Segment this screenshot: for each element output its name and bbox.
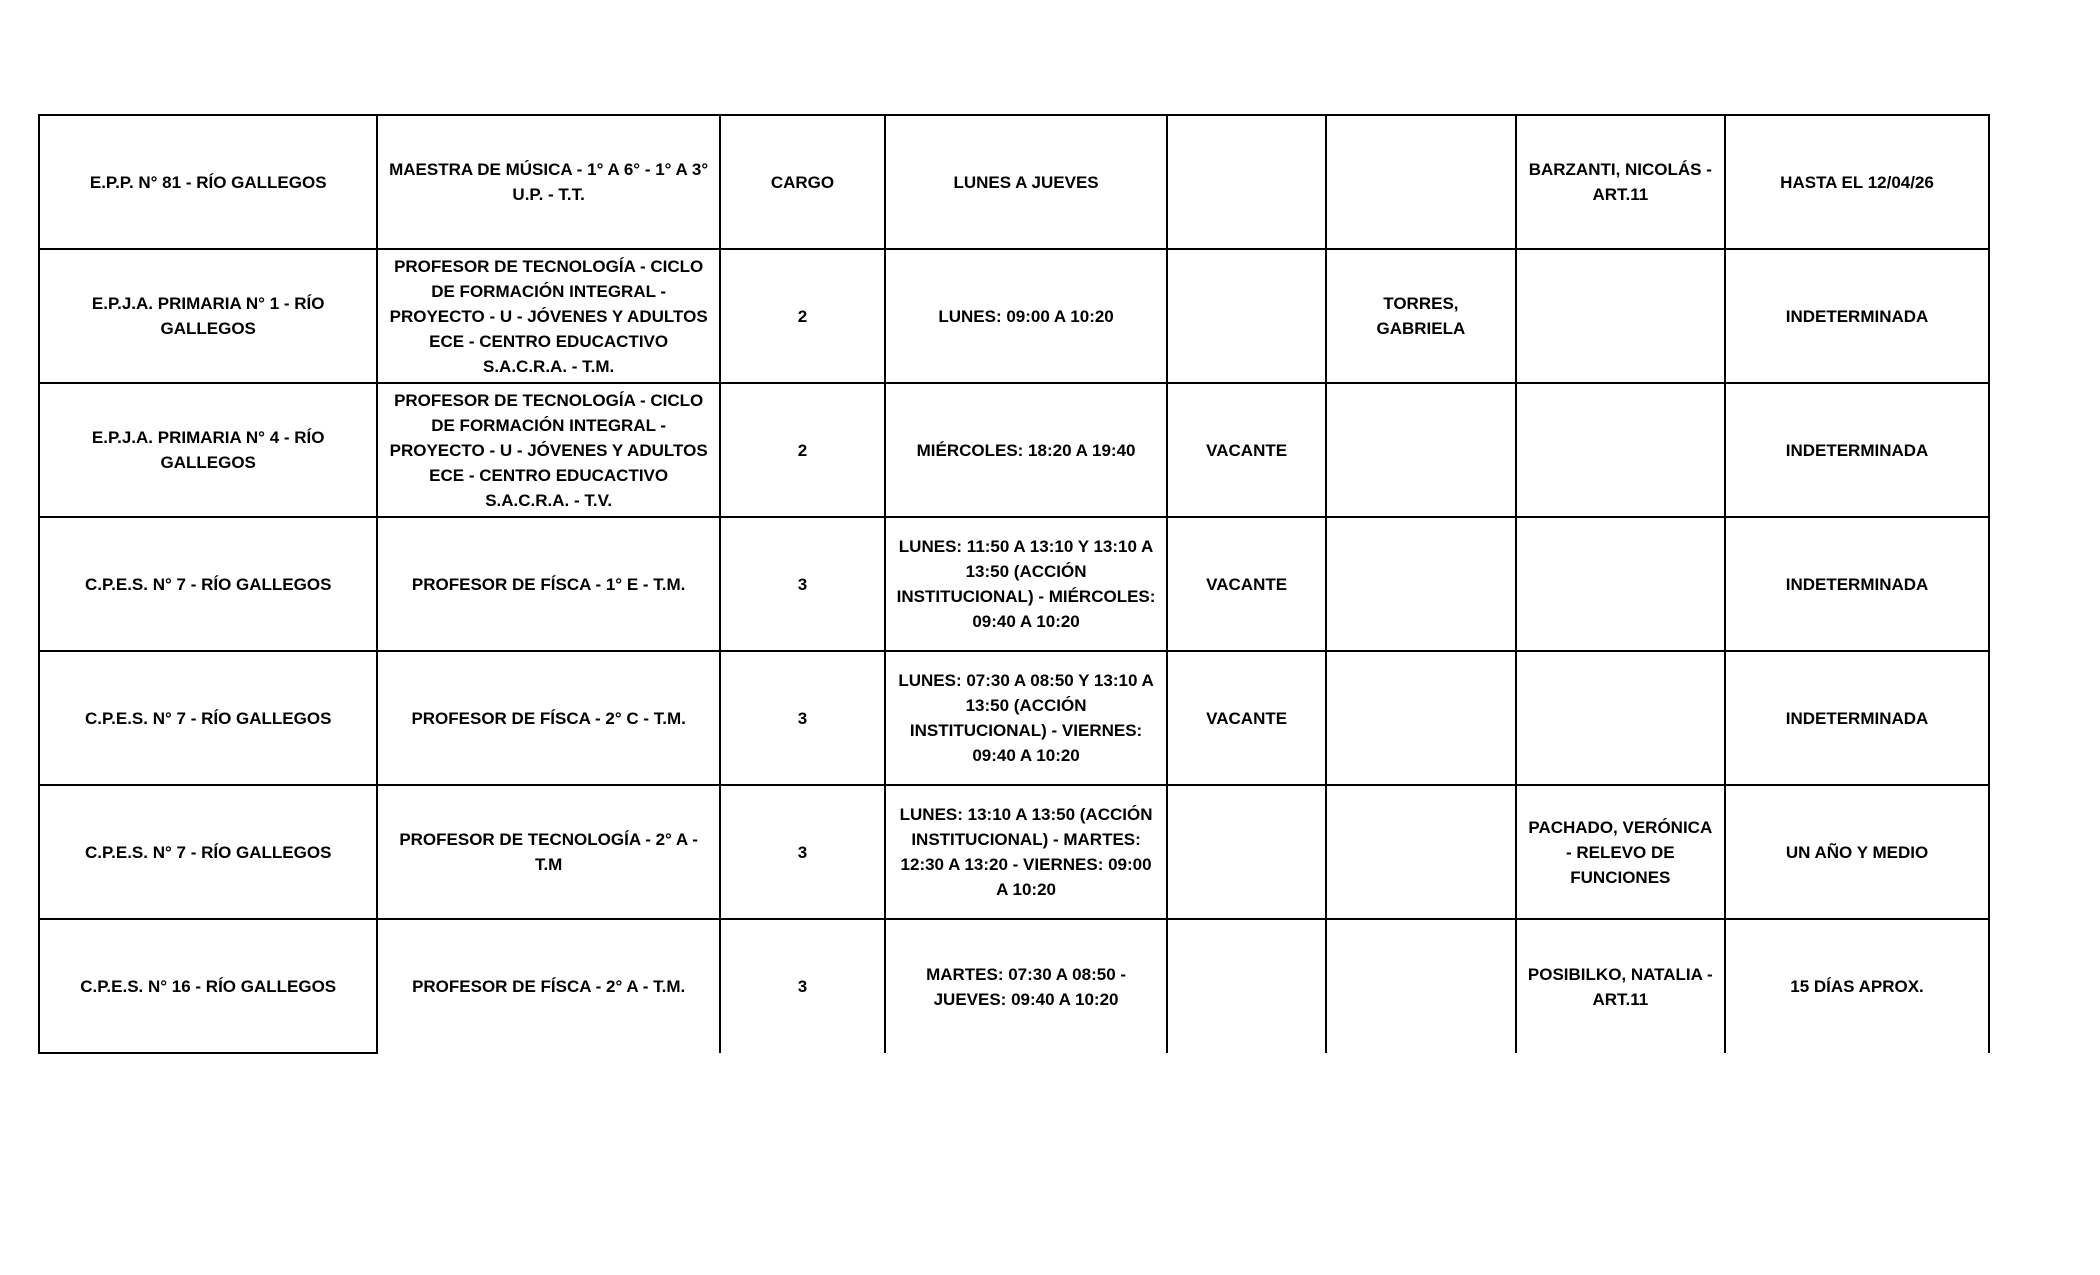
- school-cell: C.P.E.S. N° 7 - RÍO GALLEGOS: [39, 785, 377, 919]
- replacing-cell: BARZANTI, NICOLÁS - ART.11: [1516, 115, 1726, 249]
- hours-cell: CARGO: [720, 115, 885, 249]
- holder-cell: [1326, 517, 1515, 651]
- hours-cell: 3: [720, 651, 885, 785]
- duration-cell: INDETERMINADA: [1725, 517, 1989, 651]
- status-cell: [1167, 249, 1326, 383]
- table-row: [39, 249, 1989, 383]
- table-row: [39, 785, 1989, 919]
- schedule-cell: LUNES: 13:10 A 13:50 (ACCIÓN INSTITUCIONAL) - MARTES: 12:30 A 13:20 - VIERNES: 09:00 A 10:20: [885, 785, 1167, 919]
- position-cell: PROFESOR DE FÍSCA - 1° E - T.M.: [377, 517, 719, 651]
- table-row: [39, 115, 1989, 249]
- table-body: [39, 115, 1989, 1053]
- holder-cell: TORRES, GABRIELA: [1326, 249, 1515, 383]
- duration-cell: HASTA EL 12/04/26: [1725, 115, 1989, 249]
- status-cell: [1167, 115, 1326, 249]
- hours-cell: 3: [720, 517, 885, 651]
- school-cell: E.P.J.A. PRIMARIA N° 1 - RÍO GALLEGOS: [39, 249, 377, 383]
- duration-cell: UN AÑO Y MEDIO: [1725, 785, 1989, 919]
- schedule-cell: LUNES: 09:00 A 10:20: [885, 249, 1167, 383]
- hours-cell: 3: [720, 919, 885, 1053]
- school-cell: C.P.E.S. N° 16 - RÍO GALLEGOS: [39, 919, 377, 1053]
- replacing-cell: [1516, 383, 1726, 517]
- school-cell: E.P.J.A. PRIMARIA N° 4 - RÍO GALLEGOS: [39, 383, 377, 517]
- duration-cell: INDETERMINADA: [1725, 249, 1989, 383]
- hours-cell: 3: [720, 785, 885, 919]
- holder-cell: [1326, 115, 1515, 249]
- schedule-cell: LUNES: 11:50 A 13:10 Y 13:10 A 13:50 (ACCIÓN INSTITUCIONAL) - MIÉRCOLES: 09:40 A 10:20: [885, 517, 1167, 651]
- vacancies-table: [38, 114, 1990, 1054]
- hours-cell: 2: [720, 249, 885, 383]
- school-cell: E.P.P. N° 81 - RÍO GALLEGOS: [39, 115, 377, 249]
- table-row: [39, 651, 1989, 785]
- table-row: [39, 517, 1989, 651]
- table-row: [39, 919, 1989, 1053]
- duration-cell: INDETERMINADA: [1725, 651, 1989, 785]
- hours-cell: 2: [720, 383, 885, 517]
- duration-cell: 15 DÍAS APROX.: [1725, 919, 1989, 1053]
- position-cell: PROFESOR DE TECNOLOGÍA - CICLO DE FORMACIÓN INTEGRAL - PROYECTO - U - JÓVENES Y ADULTOS ECE - CENTRO EDUCACTIVO S.A.C.R.A. - T.M.: [377, 249, 719, 383]
- duration-cell: INDETERMINADA: [1725, 383, 1989, 517]
- replacing-cell: POSIBILKO, NATALIA - ART.11: [1516, 919, 1726, 1053]
- replacing-cell: PACHADO, VERÓNICA - RELEVO DE FUNCIONES: [1516, 785, 1726, 919]
- position-cell: PROFESOR DE FÍSCA - 2° C - T.M.: [377, 651, 719, 785]
- status-cell: VACANTE: [1167, 383, 1326, 517]
- replacing-cell: [1516, 517, 1726, 651]
- status-cell: [1167, 785, 1326, 919]
- school-cell: C.P.E.S. N° 7 - RÍO GALLEGOS: [39, 651, 377, 785]
- position-cell: PROFESOR DE FÍSCA - 2° A - T.M.: [377, 919, 719, 1053]
- status-cell: VACANTE: [1167, 651, 1326, 785]
- schedule-cell: LUNES: 07:30 A 08:50 Y 13:10 A 13:50 (ACCIÓN INSTITUCIONAL) - VIERNES: 09:40 A 10:20: [885, 651, 1167, 785]
- holder-cell: [1326, 785, 1515, 919]
- table-row: [39, 383, 1989, 517]
- status-cell: [1167, 919, 1326, 1053]
- schedule-cell: LUNES A JUEVES: [885, 115, 1167, 249]
- replacing-cell: [1516, 249, 1726, 383]
- position-cell: MAESTRA DE MÚSICA - 1° A 6° - 1° A 3° U.P. - T.T.: [377, 115, 719, 249]
- school-cell: C.P.E.S. N° 7 - RÍO GALLEGOS: [39, 517, 377, 651]
- replacing-cell: [1516, 651, 1726, 785]
- schedule-cell: MARTES: 07:30 A 08:50 - JUEVES: 09:40 A 10:20: [885, 919, 1167, 1053]
- holder-cell: [1326, 651, 1515, 785]
- holder-cell: [1326, 383, 1515, 517]
- status-cell: VACANTE: [1167, 517, 1326, 651]
- holder-cell: [1326, 919, 1515, 1053]
- position-cell: PROFESOR DE TECNOLOGÍA - 2° A - T.M: [377, 785, 719, 919]
- schedule-cell: MIÉRCOLES: 18:20 A 19:40: [885, 383, 1167, 517]
- position-cell: PROFESOR DE TECNOLOGÍA - CICLO DE FORMACIÓN INTEGRAL - PROYECTO - U - JÓVENES Y ADULTOS ECE - CENTRO EDUCACTIVO S.A.C.R.A. - T.V.: [377, 383, 719, 517]
